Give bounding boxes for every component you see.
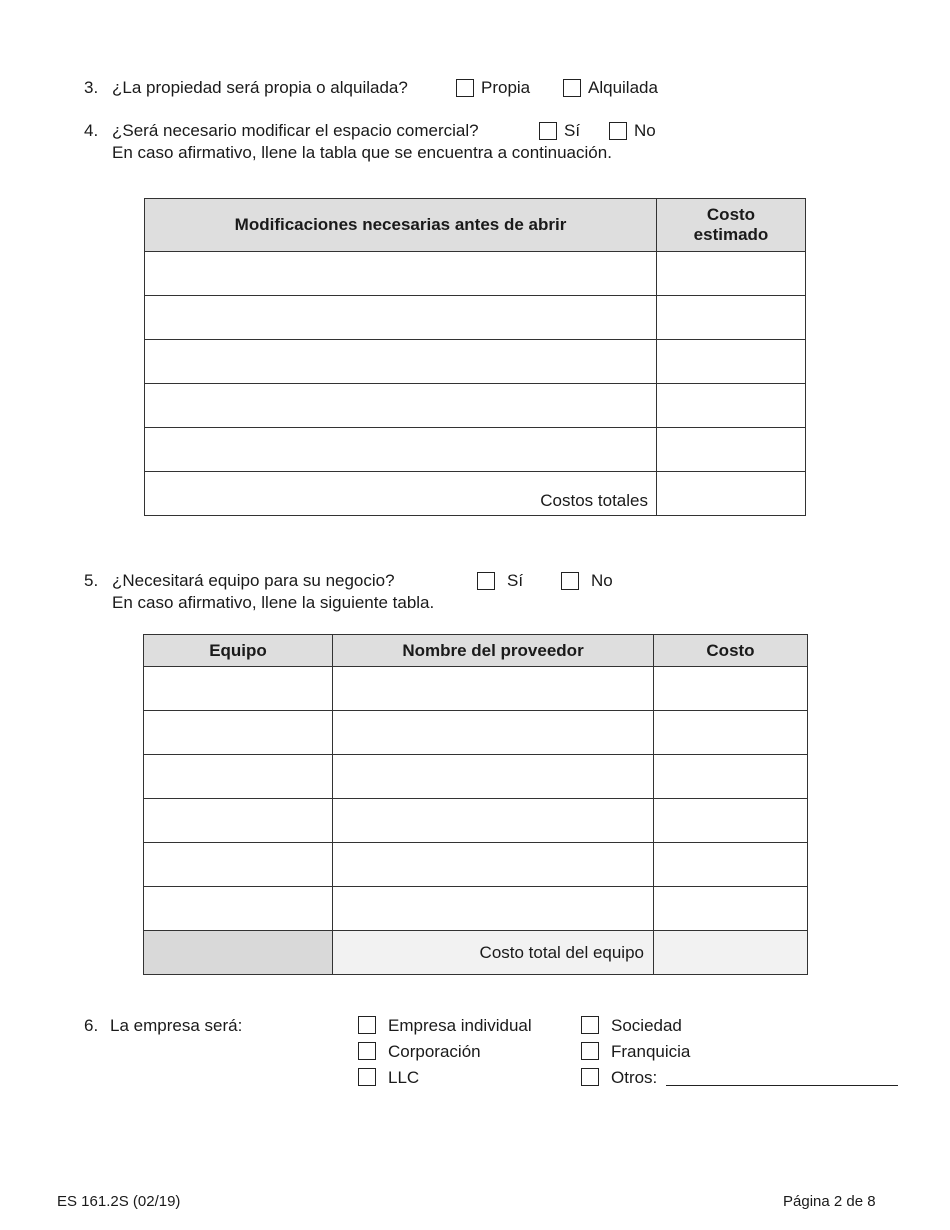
modification-cell[interactable] bbox=[145, 340, 657, 384]
table-row bbox=[144, 843, 808, 887]
sociedad-checkbox[interactable] bbox=[581, 1016, 599, 1034]
cost-header: Costo bbox=[654, 635, 808, 667]
equipment-cell[interactable] bbox=[144, 667, 333, 711]
total-row bbox=[145, 472, 806, 516]
q3-number: 3. bbox=[84, 78, 99, 97]
q5-question: ¿Necesitará equipo para su negocio? bbox=[112, 571, 395, 590]
equipment-header: Equipo bbox=[144, 635, 333, 667]
q3-propia-checkbox[interactable] bbox=[456, 79, 474, 97]
q5-no-checkbox[interactable] bbox=[561, 572, 579, 590]
empresa-individual-label: Empresa individual bbox=[388, 1016, 532, 1035]
equipment-cell[interactable] bbox=[144, 887, 333, 931]
q4-instruction: En caso afirmativo, llene la tabla que se encuentra a continuación. bbox=[112, 143, 612, 162]
equipment-total-cell[interactable] bbox=[654, 931, 808, 975]
cost-cell[interactable] bbox=[657, 428, 806, 472]
equipment-cell[interactable] bbox=[144, 843, 333, 887]
table-row bbox=[144, 711, 808, 755]
corporacion-label: Corporación bbox=[388, 1042, 481, 1061]
table-row bbox=[145, 384, 806, 428]
page-number: Página 2 de 8 bbox=[783, 1193, 876, 1210]
q4-si-checkbox[interactable] bbox=[539, 122, 557, 140]
table-row bbox=[145, 340, 806, 384]
total-costs-cell[interactable] bbox=[657, 472, 806, 516]
q3-question: ¿La propiedad será propia o alquilada? bbox=[112, 78, 408, 97]
equipment-table bbox=[143, 634, 808, 975]
corporacion-checkbox[interactable] bbox=[358, 1042, 376, 1060]
supplier-cell[interactable] bbox=[333, 711, 654, 755]
total-costs-label: Costos totales bbox=[145, 472, 657, 516]
cost-cell[interactable] bbox=[654, 843, 808, 887]
llc-label: LLC bbox=[388, 1068, 420, 1087]
cost-cell[interactable] bbox=[657, 296, 806, 340]
table-row bbox=[144, 667, 808, 711]
modifications-header: Modificaciones necesarias antes de abrir bbox=[145, 199, 657, 252]
q6-question: La empresa será: bbox=[110, 1016, 243, 1035]
q3-alquilada-label: Alquilada bbox=[588, 78, 658, 97]
table-row bbox=[145, 296, 806, 340]
supplier-cell[interactable] bbox=[333, 667, 654, 711]
form-id: ES 161.2S (02/19) bbox=[57, 1193, 181, 1210]
total-row bbox=[144, 931, 808, 975]
q4-number: 4. bbox=[84, 121, 99, 140]
equipment-cell[interactable] bbox=[144, 799, 333, 843]
q4-si-label: Sí bbox=[564, 121, 581, 140]
q4-question: ¿Será necesario modificar el espacio comercial? bbox=[112, 121, 479, 140]
cost-cell[interactable] bbox=[654, 667, 808, 711]
supplier-cell[interactable] bbox=[333, 843, 654, 887]
modification-cell[interactable] bbox=[145, 252, 657, 296]
otros-label: Otros: bbox=[611, 1068, 658, 1087]
supplier-header: Nombre del proveedor bbox=[333, 635, 654, 667]
q3-propia-label: Propia bbox=[481, 78, 531, 97]
otros-input-line[interactable] bbox=[666, 1085, 898, 1086]
franquicia-label: Franquicia bbox=[611, 1042, 691, 1061]
equipment-total-label: Costo total del equipo bbox=[333, 931, 654, 975]
table-row bbox=[145, 428, 806, 472]
q5-si-checkbox[interactable] bbox=[477, 572, 495, 590]
empresa-individual-checkbox[interactable] bbox=[358, 1016, 376, 1034]
table-row bbox=[144, 887, 808, 931]
equipment-cell[interactable] bbox=[144, 711, 333, 755]
supplier-cell[interactable] bbox=[333, 799, 654, 843]
otros-checkbox[interactable] bbox=[581, 1068, 599, 1086]
total-empty-cell bbox=[144, 931, 333, 975]
modification-cell[interactable] bbox=[145, 428, 657, 472]
cost-cell[interactable] bbox=[654, 799, 808, 843]
modification-cell[interactable] bbox=[145, 384, 657, 428]
supplier-cell[interactable] bbox=[333, 887, 654, 931]
q5-si-label: Sí bbox=[507, 571, 524, 590]
llc-checkbox[interactable] bbox=[358, 1068, 376, 1086]
q3-alquilada-checkbox[interactable] bbox=[563, 79, 581, 97]
q6-number: 6. bbox=[84, 1016, 99, 1035]
modifications-table bbox=[144, 198, 806, 516]
table-row bbox=[145, 252, 806, 296]
supplier-cell[interactable] bbox=[333, 755, 654, 799]
equipment-cell[interactable] bbox=[144, 755, 333, 799]
sociedad-label: Sociedad bbox=[611, 1016, 682, 1035]
q4-no-label: No bbox=[634, 121, 656, 140]
q5-no-label: No bbox=[591, 571, 613, 590]
modification-cell[interactable] bbox=[145, 296, 657, 340]
q5-number: 5. bbox=[84, 571, 99, 590]
q5-instruction: En caso afirmativo, llene la siguiente tabla. bbox=[112, 593, 435, 612]
estimated-cost-header: Costo estimado bbox=[657, 199, 806, 252]
table-row bbox=[144, 755, 808, 799]
cost-cell[interactable] bbox=[657, 252, 806, 296]
cost-cell[interactable] bbox=[657, 384, 806, 428]
cost-cell[interactable] bbox=[654, 711, 808, 755]
cost-cell[interactable] bbox=[654, 887, 808, 931]
table-row bbox=[144, 799, 808, 843]
cost-cell[interactable] bbox=[654, 755, 808, 799]
franquicia-checkbox[interactable] bbox=[581, 1042, 599, 1060]
q4-no-checkbox[interactable] bbox=[609, 122, 627, 140]
cost-cell[interactable] bbox=[657, 340, 806, 384]
